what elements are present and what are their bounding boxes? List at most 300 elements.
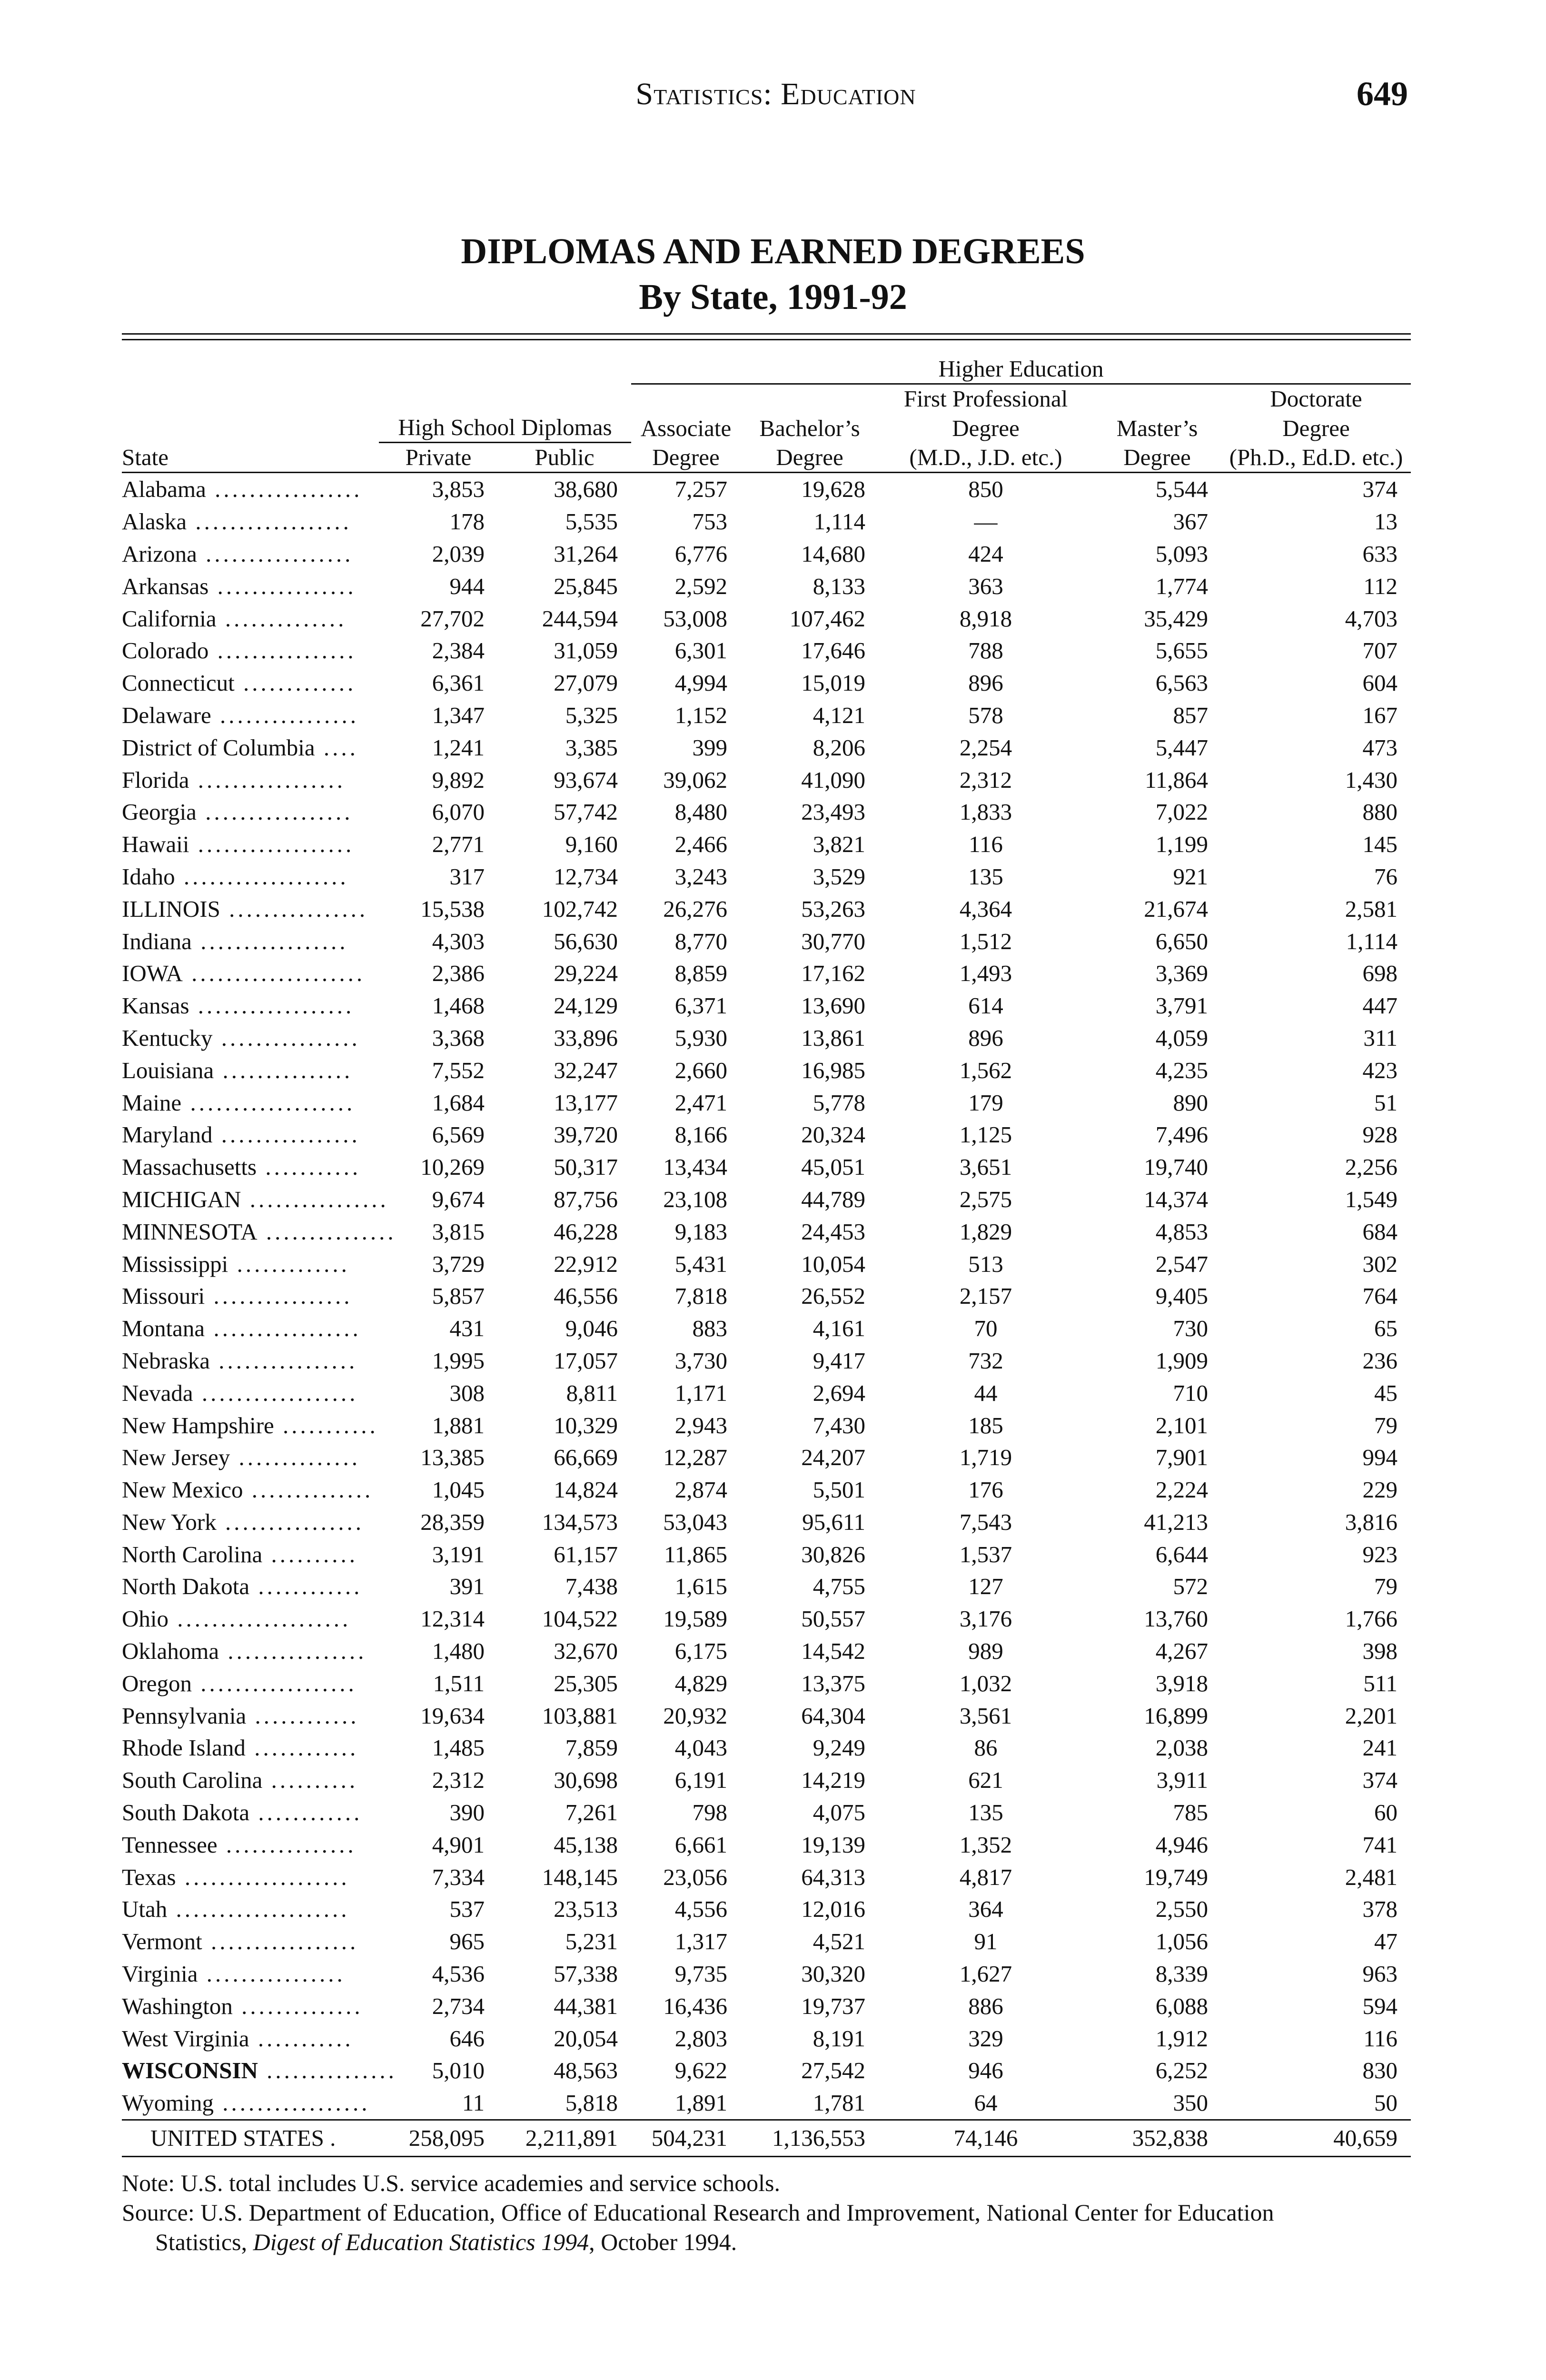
doctorate-cell: 167	[1362, 702, 1398, 728]
dot-leader: .................	[189, 766, 346, 793]
first-prof-cell: 4,364	[959, 895, 1012, 922]
dot-leader: ..............	[216, 605, 347, 632]
first-prof-cell: 578	[968, 702, 1003, 728]
bachelors-cell: 27,542	[801, 2057, 865, 2084]
associate-cell: 3,243	[674, 863, 727, 890]
state-cell	[122, 1699, 379, 1732]
dot-leader: ............	[249, 1573, 363, 1600]
private-cell: 1,485	[432, 1735, 485, 1761]
bachelors-header-1: Bachelor’s	[759, 415, 860, 441]
public-cell: 50,317	[554, 1154, 618, 1180]
state-name: Kansas	[122, 992, 189, 1019]
doctorate-cell: 229	[1362, 1477, 1398, 1503]
state-name: North Dakota	[122, 1573, 250, 1600]
dot-leader: ............	[246, 1702, 359, 1729]
masters-cell: 2,547	[1155, 1250, 1208, 1277]
state-cell	[122, 1990, 379, 2022]
bachelors-cell: 30,770	[801, 928, 865, 954]
bachelors-cell: 4,755	[813, 1573, 865, 1600]
private-cell: 2,771	[432, 831, 485, 858]
state-cell	[122, 1861, 379, 1893]
public-cell: 23,513	[554, 1896, 618, 1923]
dot-leader: ................	[212, 1024, 360, 1051]
bachelors-cell: 9,417	[813, 1347, 865, 1374]
state-name: Mississippi	[122, 1250, 228, 1277]
bachelors-cell: 4,121	[813, 702, 865, 728]
state-cell	[122, 1635, 379, 1667]
table-row	[122, 1441, 1411, 1474]
private-cell: 19,634	[420, 1702, 485, 1729]
first-prof-header-3: (M.D., J.D. etc.)	[909, 444, 1062, 470]
dot-leader: ................	[216, 1508, 365, 1535]
dot-leader: ..............	[230, 1444, 360, 1471]
public-cell: 9,046	[565, 1315, 618, 1342]
doctorate-cell: 423	[1362, 1057, 1398, 1083]
associate-cell: 5,431	[674, 1250, 727, 1277]
public-cell: 32,247	[554, 1057, 618, 1083]
masters-cell: 1,912	[1155, 2025, 1208, 2052]
public-cell: 25,305	[554, 1670, 618, 1696]
first-prof-cell: 91	[974, 1928, 998, 1955]
table-title	[0, 228, 1546, 320]
table-row	[122, 892, 1411, 925]
masters-cell: 35,429	[1144, 605, 1208, 632]
public-cell: 7,261	[565, 1799, 618, 1826]
table-row	[122, 602, 1411, 635]
state-cell	[122, 538, 379, 570]
table-row	[122, 506, 1411, 538]
public-cell: 48,563	[554, 2057, 618, 2084]
first-prof-cell: 513	[968, 1250, 1003, 1277]
state-cell	[122, 1280, 379, 1312]
state-cell	[122, 828, 379, 861]
state-name: New Mexico	[122, 1477, 243, 1503]
table-row	[122, 1506, 1411, 1538]
public-cell: 32,670	[554, 1638, 618, 1665]
associate-cell: 8,770	[674, 928, 727, 954]
state-cell	[122, 1086, 379, 1119]
first-prof-cell: 1,537	[959, 1541, 1012, 1567]
masters-header-1: Master’s	[1116, 415, 1198, 441]
state-name: Montana	[122, 1315, 205, 1342]
bachelors-cell: 53,263	[801, 895, 865, 922]
total-bachelors: 1,136,553	[741, 2120, 879, 2156]
private-cell: 1,241	[432, 734, 485, 761]
public-cell: 134,573	[542, 1508, 618, 1535]
masters-cell: 7,496	[1155, 1121, 1208, 1148]
masters-cell: 6,252	[1155, 2057, 1208, 2084]
public-cell: 29,224	[554, 960, 618, 987]
state-cell	[122, 667, 379, 699]
public-cell: 39,720	[554, 1121, 618, 1148]
doctorate-cell: 45	[1374, 1379, 1398, 1406]
table-row	[122, 1925, 1411, 1958]
associate-cell: 16,436	[663, 1993, 727, 2019]
masters-cell: 5,544	[1155, 476, 1208, 503]
state-name: Nevada	[122, 1379, 193, 1406]
first-prof-cell: 1,493	[959, 960, 1012, 987]
state-cell	[122, 2087, 379, 2120]
doctorate-cell: 764	[1362, 1283, 1398, 1309]
doctorate-header-2: Degree	[1282, 415, 1350, 441]
associate-header-1: Associate	[640, 415, 732, 441]
public-cell: 31,059	[554, 637, 618, 664]
public-cell: 30,698	[554, 1767, 618, 1794]
private-cell: 15,538	[420, 895, 485, 922]
private-cell: 10,269	[420, 1154, 485, 1180]
associate-cell: 11,865	[664, 1541, 727, 1567]
associate-cell: 6,776	[674, 540, 727, 567]
public-cell: 7,438	[565, 1573, 618, 1600]
table-row	[122, 667, 1411, 699]
associate-cell: 13,434	[663, 1154, 727, 1180]
private-cell: 13,385	[420, 1444, 485, 1471]
public-cell: 5,535	[565, 508, 618, 535]
first-prof-cell: 2,157	[959, 1283, 1012, 1309]
first-prof-cell: 946	[968, 2057, 1003, 2084]
table-row	[122, 1151, 1411, 1183]
dot-leader: .................	[197, 540, 354, 567]
table-title-line2: By State, 1991-92	[639, 277, 907, 317]
table-row	[122, 1312, 1411, 1345]
degrees-table	[122, 355, 1411, 2157]
first-prof-cell: 179	[968, 1089, 1003, 1116]
doctorate-cell: 374	[1362, 476, 1398, 503]
state-cell	[122, 1215, 396, 1248]
state-name: Wyoming	[122, 2090, 214, 2116]
bachelors-cell: 19,737	[801, 1993, 865, 2019]
doctorate-cell: 60	[1374, 1799, 1398, 1826]
associate-cell: 4,994	[674, 670, 727, 696]
associate-cell: 53,043	[663, 1508, 727, 1535]
bachelors-cell: 3,529	[813, 863, 865, 890]
first-prof-cell: 424	[968, 540, 1003, 567]
doctorate-cell: 707	[1362, 637, 1398, 664]
bachelors-cell: 15,019	[801, 670, 865, 696]
private-cell: 3,191	[432, 1541, 485, 1567]
public-cell: 102,742	[542, 895, 618, 922]
first-prof-cell: 185	[968, 1412, 1003, 1438]
public-cell: 5,231	[565, 1928, 618, 1955]
first-prof-cell: 1,719	[959, 1444, 1012, 1471]
state-name: Massachusetts	[122, 1154, 257, 1180]
bachelors-cell: 10,054	[801, 1250, 865, 1277]
state-cell	[122, 1183, 389, 1216]
source-line1: Source: U.S. Department of Education, Office of Educational Research and Improvement, National Center for Education	[122, 2199, 1274, 2226]
private-cell: 1,045	[432, 1477, 485, 1503]
masters-cell: 3,918	[1155, 1670, 1208, 1696]
state-cell	[122, 1312, 379, 1345]
table-row	[122, 1958, 1411, 1990]
masters-cell: 1,056	[1155, 1928, 1208, 1955]
private-cell: 3,853	[432, 476, 485, 503]
state-cell	[122, 1732, 379, 1764]
bachelors-cell: 30,320	[801, 1961, 865, 1987]
doctorate-cell: 963	[1362, 1961, 1398, 1987]
table-row-total	[122, 2120, 1411, 2156]
doctorate-cell: 2,256	[1345, 1154, 1398, 1180]
state-name: Ohio	[122, 1606, 168, 1632]
dot-leader: ..................	[187, 508, 352, 535]
dot-leader: ................	[210, 1347, 358, 1374]
public-cell: 38,680	[554, 476, 618, 503]
table-row	[122, 1538, 1411, 1570]
first-prof-cell: 621	[968, 1767, 1003, 1794]
first-prof-cell: 70	[974, 1315, 998, 1342]
state-name: Pennsylvania	[122, 1702, 247, 1729]
doctorate-cell: 447	[1362, 992, 1398, 1019]
masters-cell: 730	[1173, 1315, 1208, 1342]
dot-leader: ............	[249, 1799, 363, 1826]
state-name: Kentucky	[122, 1024, 213, 1051]
associate-cell: 9,622	[674, 2057, 727, 2084]
masters-cell: 2,224	[1155, 1477, 1208, 1503]
masters-cell: 2,101	[1155, 1412, 1208, 1438]
associate-cell: 2,660	[674, 1057, 727, 1083]
bachelors-cell: 4,161	[813, 1315, 865, 1342]
dot-leader: ..................	[189, 831, 355, 858]
state-name: ILLINOIS	[122, 895, 220, 922]
associate-cell: 8,166	[674, 1121, 727, 1148]
first-prof-cell: 1,125	[959, 1121, 1012, 1148]
page-number: 649	[1357, 75, 1408, 113]
table-title-line1: DIPLOMAS AND EARNED DEGREES	[461, 231, 1085, 271]
dot-leader: ..................	[193, 1379, 358, 1406]
state-cell	[122, 892, 379, 925]
masters-cell: 710	[1173, 1379, 1208, 1406]
masters-cell: 14,374	[1144, 1186, 1208, 1212]
first-prof-cell: 1,627	[959, 1961, 1012, 1987]
doctorate-cell: 633	[1362, 540, 1398, 567]
state-name: Maine	[122, 1089, 182, 1116]
associate-cell: 26,276	[663, 895, 727, 922]
associate-cell: 9,183	[674, 1218, 727, 1245]
first-prof-cell: 732	[968, 1347, 1003, 1374]
dot-leader: ...........	[249, 2025, 354, 2052]
public-cell: 31,264	[554, 540, 618, 567]
table-row	[122, 861, 1411, 893]
state-name: WISCONSIN	[122, 2057, 258, 2084]
bachelors-cell: 13,375	[801, 1670, 865, 1696]
public-cell: 87,756	[554, 1186, 618, 1212]
doctorate-cell: 928	[1362, 1121, 1398, 1148]
table-row	[122, 1764, 1411, 1796]
masters-cell: 7,022	[1155, 799, 1208, 825]
bachelors-cell: 44,789	[801, 1186, 865, 1212]
state-cell	[122, 1538, 379, 1570]
public-cell: 14,824	[554, 1477, 618, 1503]
doctorate-cell: 398	[1362, 1638, 1398, 1665]
first-prof-header-2: Degree	[952, 415, 1020, 441]
associate-cell: 6,371	[674, 992, 727, 1019]
masters-cell: 2,550	[1155, 1896, 1208, 1923]
associate-cell: 23,108	[663, 1186, 727, 1212]
table-row	[122, 957, 1411, 990]
state-name: MINNESOTA	[122, 1218, 258, 1245]
private-cell: 28,359	[420, 1508, 485, 1535]
bachelors-cell: 26,552	[801, 1283, 865, 1309]
bachelors-cell: 5,778	[813, 1089, 865, 1116]
masters-cell: 6,563	[1155, 670, 1208, 696]
state-cell	[122, 1893, 379, 1925]
bachelors-cell: 2,694	[813, 1379, 865, 1406]
dot-leader: ...................	[176, 1864, 350, 1890]
doctorate-cell: 473	[1362, 734, 1398, 761]
first-prof-cell: 135	[968, 863, 1003, 890]
first-prof-cell: 363	[968, 573, 1003, 599]
private-cell: 5,010	[432, 2057, 485, 2084]
state-cell	[122, 1022, 379, 1054]
table-row	[122, 1054, 1411, 1086]
private-cell: 2,312	[432, 1767, 485, 1794]
masters-header-2: Degree	[1123, 444, 1191, 470]
bachelors-cell: 14,542	[801, 1638, 865, 1665]
private-cell: 317	[449, 863, 485, 890]
state-header: State	[122, 444, 168, 470]
table-row	[122, 1086, 1411, 1119]
bachelors-cell: 16,985	[801, 1057, 865, 1083]
state-name: Utah	[122, 1896, 168, 1923]
state-name: Delaware	[122, 702, 211, 728]
state-name: Florida	[122, 766, 189, 793]
state-name: Oregon	[122, 1670, 192, 1696]
state-name: South Carolina	[122, 1767, 263, 1794]
dot-leader: ....................	[167, 1896, 350, 1923]
associate-cell: 4,829	[674, 1670, 727, 1696]
public-cell: 61,157	[554, 1541, 618, 1567]
state-name: Louisiana	[122, 1057, 214, 1083]
first-prof-cell: 116	[969, 831, 1003, 858]
masters-cell: 6,650	[1155, 928, 1208, 954]
total-first-prof: 74,146	[879, 2120, 1093, 2156]
state-cell	[122, 699, 379, 732]
dot-leader: ....................	[168, 1606, 351, 1632]
table-row	[122, 828, 1411, 861]
dot-leader: ..................	[189, 992, 355, 1019]
doctorate-cell: 311	[1363, 1024, 1398, 1051]
state-name: West Virginia	[122, 2025, 249, 2052]
bachelors-cell: 8,206	[813, 734, 865, 761]
state-cell	[122, 2054, 397, 2087]
table-row	[122, 1990, 1411, 2022]
masters-cell: 4,853	[1155, 1218, 1208, 1245]
first-prof-cell: 135	[968, 1799, 1003, 1826]
associate-cell: 53,008	[663, 605, 727, 632]
private-cell: 1,480	[432, 1638, 485, 1665]
associate-cell: 9,735	[674, 1961, 727, 1987]
doctorate-cell: 374	[1362, 1767, 1398, 1794]
state-cell	[122, 1796, 379, 1829]
masters-cell: 1,909	[1155, 1347, 1208, 1374]
bachelors-cell: 107,462	[789, 605, 865, 632]
public-cell: 5,325	[565, 702, 618, 728]
dot-leader: ...........	[257, 1154, 361, 1180]
private-cell: 431	[449, 1315, 485, 1342]
bachelors-cell: 17,646	[801, 637, 865, 664]
first-prof-cell: 4,817	[959, 1864, 1012, 1890]
dot-leader: ...............	[217, 1831, 357, 1858]
doctorate-cell: 2,201	[1345, 1702, 1398, 1729]
source-suffix: , October 1994.	[589, 2229, 737, 2255]
first-prof-cell: 127	[968, 1573, 1003, 1600]
associate-cell: 1,891	[674, 2090, 727, 2116]
masters-cell: 7,901	[1155, 1444, 1208, 1471]
doctorate-cell: 923	[1362, 1541, 1398, 1567]
dot-leader: ................	[220, 895, 368, 922]
masters-cell: 4,267	[1155, 1638, 1208, 1665]
associate-cell: 3,730	[674, 1347, 727, 1374]
associate-cell: 12,287	[663, 1444, 727, 1471]
dot-leader: .................	[191, 928, 348, 954]
masters-cell: 367	[1173, 508, 1208, 535]
state-cell	[122, 1054, 379, 1086]
table-row	[122, 1280, 1411, 1312]
doctorate-cell: 302	[1362, 1250, 1398, 1277]
bachelors-cell: 24,207	[801, 1444, 865, 1471]
total-public: 2,211,891	[498, 2120, 631, 2156]
state-name: New York	[122, 1508, 217, 1535]
first-prof-cell: 2,575	[959, 1186, 1012, 1212]
private-cell: 1,347	[432, 702, 485, 728]
bachelors-cell: 12,016	[801, 1896, 865, 1923]
state-name: Arkansas	[122, 573, 209, 599]
masters-cell: 6,644	[1155, 1541, 1208, 1567]
state-cell	[122, 957, 379, 990]
state-name: MICHIGAN	[122, 1186, 241, 1212]
dot-leader: ................	[205, 1283, 353, 1309]
masters-cell: 41,213	[1144, 1508, 1208, 1535]
masters-cell: 4,059	[1155, 1024, 1208, 1051]
doctorate-header-3: (Ph.D., Ed.D. etc.)	[1229, 444, 1403, 470]
state-name: Alabama	[122, 476, 206, 503]
state-name: Oklahoma	[122, 1638, 219, 1665]
table-row	[122, 1893, 1411, 1925]
bachelors-cell: 19,139	[801, 1831, 865, 1858]
private-cell: 2,386	[432, 960, 485, 987]
private-cell: 3,729	[432, 1250, 485, 1277]
private-cell: 5,857	[432, 1283, 485, 1309]
public-cell: 22,912	[554, 1250, 618, 1277]
dot-leader: ....................	[182, 960, 366, 987]
dot-leader: .................	[205, 1315, 361, 1342]
bachelors-cell: 1,781	[813, 2090, 865, 2116]
masters-cell: 3,791	[1155, 992, 1208, 1019]
state-name: Vermont	[122, 1928, 202, 1955]
associate-cell: 5,930	[674, 1024, 727, 1051]
table-row	[122, 764, 1411, 796]
state-name: California	[122, 605, 217, 632]
dot-leader: ................	[211, 702, 359, 728]
total-private: 258,095	[379, 2120, 498, 2156]
bachelors-cell: 24,453	[801, 1218, 865, 1245]
dot-leader: ...................	[181, 1089, 356, 1116]
associate-cell: 20,932	[663, 1702, 727, 1729]
dot-leader: ................	[241, 1186, 389, 1212]
state-cell	[122, 1409, 379, 1441]
private-cell: 1,468	[432, 992, 485, 1019]
private-cell: 1,684	[432, 1089, 485, 1116]
table-row	[122, 2054, 1411, 2087]
bachelors-cell: 95,611	[802, 1508, 865, 1535]
state-cell	[122, 1345, 379, 1377]
associate-cell: 399	[692, 734, 727, 761]
private-cell: 2,734	[432, 1993, 485, 2019]
first-prof-cell: 1,352	[959, 1831, 1012, 1858]
first-prof-cell: 8,918	[959, 605, 1012, 632]
table-row	[122, 538, 1411, 570]
masters-cell: 4,946	[1155, 1831, 1208, 1858]
table-row	[122, 2087, 1411, 2120]
